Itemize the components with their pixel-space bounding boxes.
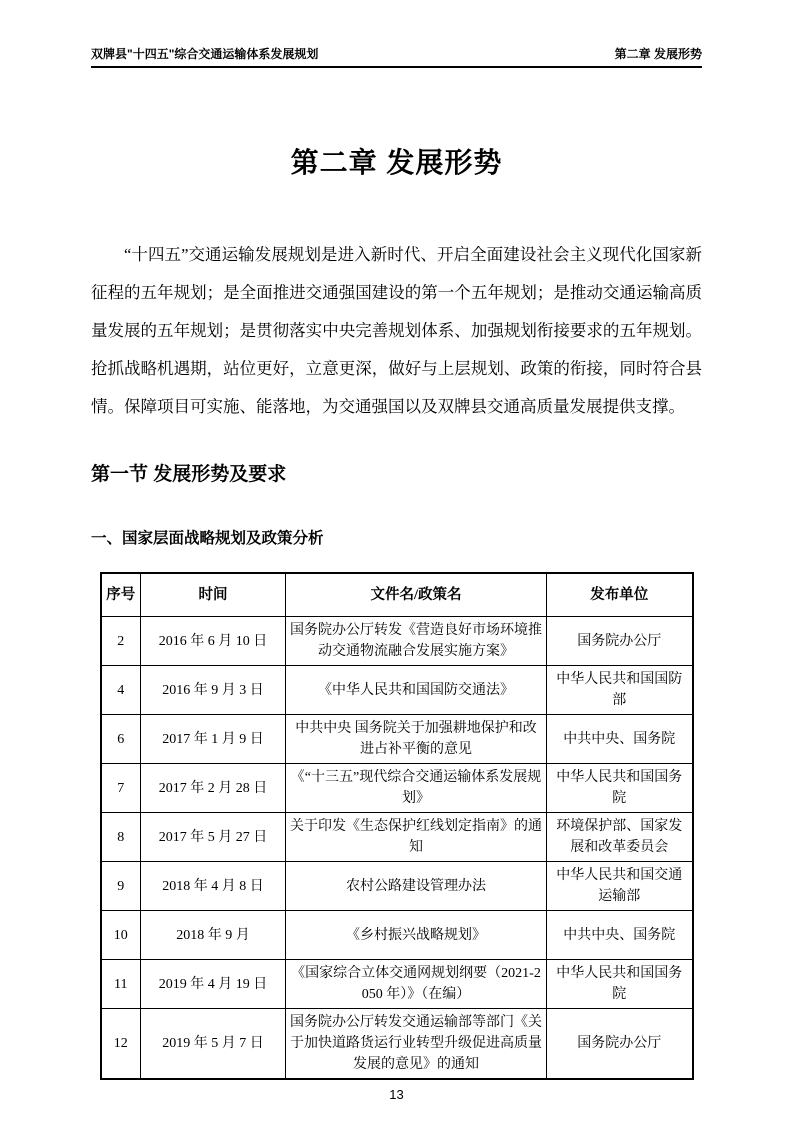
- cell-seq: 6: [101, 715, 141, 764]
- table-row: [101, 862, 693, 911]
- table-row: [101, 1009, 693, 1080]
- page-header: [91, 0, 702, 68]
- table-row: [101, 813, 693, 862]
- cell-seq: 11: [101, 960, 141, 1009]
- column-header-doc: 文件名/政策名: [286, 573, 547, 617]
- cell-publisher: 中共中央、国务院: [547, 715, 693, 764]
- cell-publisher: 国务院办公厅: [547, 1009, 693, 1080]
- table-row: [101, 715, 693, 764]
- column-header-seq: 序号: [101, 573, 141, 617]
- page-number: 13: [389, 1087, 404, 1102]
- table-header-row: [101, 573, 693, 617]
- cell-publisher: 中华人民共和国交通运输部: [547, 862, 693, 911]
- table-row: [101, 617, 693, 666]
- cell-seq: 8: [101, 813, 141, 862]
- cell-date: 2017 年 2 月 28 日: [141, 764, 286, 813]
- cell-publisher: 中华人民共和国国务院: [547, 960, 693, 1009]
- cell-publisher: 中华人民共和国国防部: [547, 666, 693, 715]
- cell-publisher: 中华人民共和国国务院: [547, 764, 693, 813]
- table-row: [101, 911, 693, 960]
- cell-date: 2018 年 4 月 8 日: [141, 862, 286, 911]
- header-chapter-label: 第二章 发展形势: [614, 47, 702, 61]
- cell-date: 2018 年 9 月: [141, 911, 286, 960]
- cell-seq: 9: [101, 862, 141, 911]
- cell-seq: 4: [101, 666, 141, 715]
- subsection-title: 一、国家层面战略规划及政策分析: [91, 530, 324, 547]
- cell-doc: 关于印发《生态保护红线划定指南》的通知: [286, 813, 547, 862]
- cell-date: 2017 年 1 月 9 日: [141, 715, 286, 764]
- cell-publisher: 环境保护部、国家发展和改革委员会: [547, 813, 693, 862]
- cell-date: 2016 年 9 月 3 日: [141, 666, 286, 715]
- section-title: 第一节 发展形势及要求: [91, 464, 287, 485]
- cell-date: 2017 年 5 月 27 日: [141, 813, 286, 862]
- cell-date: 2016 年 6 月 10 日: [141, 617, 286, 666]
- cell-doc: 《乡村振兴战略规划》: [286, 911, 547, 960]
- column-header-publisher: 发布单位: [547, 573, 693, 617]
- header-document-title: 双牌县"十四五"综合交通运输体系发展规划: [91, 47, 319, 61]
- cell-seq: 10: [101, 911, 141, 960]
- cell-doc: 《“十三五”现代综合交通运输体系发展规划》: [286, 764, 547, 813]
- column-header-date: 时间: [141, 573, 286, 617]
- cell-doc: 《中华人民共和国国防交通法》: [286, 666, 547, 715]
- table-row: [101, 764, 693, 813]
- table-row: [101, 666, 693, 715]
- cell-seq: 12: [101, 1009, 141, 1080]
- intro-paragraph: “十四五”交通运输发展规划是进入新时代、开启全面建设社会主义现代化国家新征程的五年规划；是全面推进交通强国建设的第一个五年规划；是推动交通运输高质量发展的五年规划；是贯彻落实中央完善规划体系、加强规划衔接要求的五年规划。抢抓战略机遇期，站位更好，立意更深，做好与上层规划、政策的衔接，同时符合县情。保障项目可实施、能落地，为交通强国以及双牌县交通高质量发展提供支撑。: [91, 245, 702, 416]
- cell-seq: 2: [101, 617, 141, 666]
- cell-publisher: 国务院办公厅: [547, 617, 693, 666]
- cell-doc: 农村公路建设管理办法: [286, 862, 547, 911]
- cell-seq: 7: [101, 764, 141, 813]
- table-row: [101, 960, 693, 1009]
- policy-table: [100, 572, 694, 1080]
- policy-table-body: [101, 617, 693, 1080]
- policy-table-header: [101, 573, 693, 617]
- cell-date: 2019 年 5 月 7 日: [141, 1009, 286, 1080]
- chapter-title: 第二章 发展形势: [290, 147, 503, 178]
- cell-doc: 中共中央 国务院关于加强耕地保护和改进占补平衡的意见: [286, 715, 547, 764]
- cell-doc: 《国家综合立体交通网规划纲要（2021-2050 年）》（在编）: [286, 960, 547, 1009]
- cell-publisher: 中共中央、国务院: [547, 911, 693, 960]
- cell-doc: 国务院办公厅转发《营造良好市场环境推动交通物流融合发展实施方案》: [286, 617, 547, 666]
- cell-doc: 国务院办公厅转发交通运输部等部门《关于加快道路货运行业转型升级促进高质量发展的意见》的通知: [286, 1009, 547, 1080]
- cell-date: 2019 年 4 月 19 日: [141, 960, 286, 1009]
